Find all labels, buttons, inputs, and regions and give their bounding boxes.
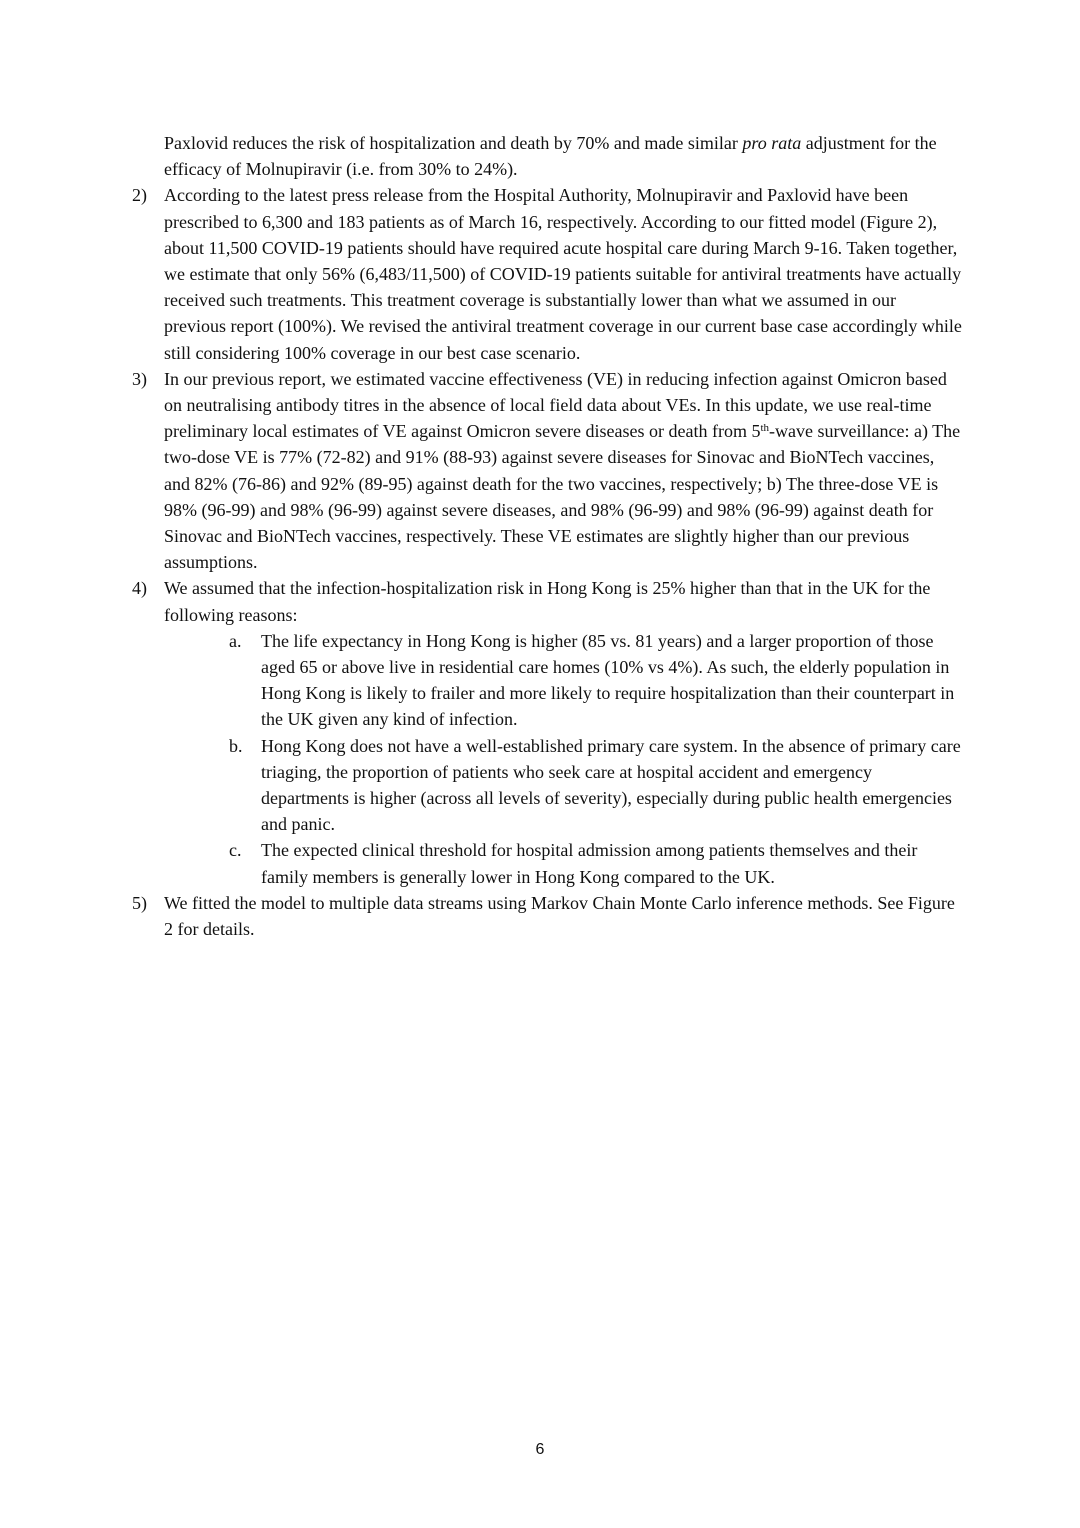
sublist-item [229, 628, 962, 733]
sublist-item-text: The life expectancy in Hong Kong is higher (85 vs. 81 years) and a larger proportion of those aged 65 or above live in residential care homes (10% vs 4%). As such, the elderly population in Hong Kong is likely to frailer and more likely to require hospitalization than their counterpart in the UK given any kind of infection. [261, 630, 955, 730]
sublist-item-text: The expected clinical threshold for hospital admission among patients themselves and their family members is generally lower in Hong Kong compared to the UK. [261, 840, 918, 887]
list-item-text: According to the latest press release from the Hospital Authority, Molnupiravir and Paxlovid have been prescribed to 6,300 and 183 patients as of March 16, respectively. According to our fitted model (Figure 2), about 11,500 COVID-19 patients should have required acute hospital care during March 9-16. Taken together, we estimate that only 56% (6,483/11,500) of COVID-19 patients suitable for antiviral treatments have actually received such treatments. This treatment coverage is substantially lower than what we assumed in our previous report (100%). We revised the antiviral treatment coverage in our current base case accordingly while still considering 100% coverage in our best case scenario. [164, 185, 962, 363]
italic-phrase: pro rata [742, 133, 802, 153]
sublist-item [229, 837, 962, 889]
list-item-number: 3) [132, 368, 147, 389]
sublist-item-letter: c. [229, 840, 242, 861]
list-item [132, 366, 962, 576]
page-body [132, 130, 962, 942]
continuation-paragraph [164, 130, 962, 182]
list-item [132, 890, 962, 942]
list-item-text-start: In our previous report, we estimated vaccine effectiveness (VE) in reducing infection against Omicron based on neutralising antibody titres in the absence of local field data about VEs. In this update, we use real-time preliminary local estimates of VE against Omicron severe diseases or death from 5 [164, 368, 947, 442]
page-number: 6 [535, 1441, 545, 1458]
list-item-text: We assumed that the infection-hospitalization risk in Hong Kong is 25% higher than that in the UK for the following reasons: [164, 578, 931, 625]
list-item-number: 4) [132, 578, 147, 599]
list-item-number: 5) [132, 892, 147, 913]
lettered-sublist [164, 628, 962, 890]
list-item-number: 2) [132, 185, 147, 206]
numbered-list [132, 182, 962, 942]
list-item-text-end: -wave surveillance: a) The two-dose VE is 77% (72-82) and 91% (88-93) against severe diseases for Sinovac and BioNTech vaccines, and 82% (76-86) and 92% (89-95) against death for the two vaccines, respectively; b) The three-dose VE is 98% (96-99) and 98% (96-99) against severe diseases, and 98% (96-99) and 98% (96-99) against death for Sinovac and BioNTech vaccines, respectively. These VE estimates are slightly higher than our previous assumptions. [164, 421, 961, 573]
superscript: th [760, 422, 770, 435]
continuation-text-end: adjustment for the efficacy of Molnupiravir (i.e. from 30% to 24%). [164, 133, 937, 180]
list-item [132, 575, 962, 889]
sublist-item-letter: a. [229, 630, 242, 651]
list-item [132, 182, 962, 365]
sublist-item-text: Hong Kong does not have a well-established primary care system. In the absence of primary care triaging, the proportion of patients who seek care at hospital accident and emergency departments is higher (across all levels of severity), especially during public health emergencies and panic. [261, 735, 961, 835]
list-item-text: We fitted the model to multiple data streams using Markov Chain Monte Carlo inference methods. See Figure 2 for details. [164, 892, 955, 940]
continuation-text-start: Paxlovid reduces the risk of hospitalization and death by 70% and made similar [164, 133, 743, 153]
sublist-item [229, 733, 962, 838]
sublist-item-letter: b. [229, 735, 243, 756]
